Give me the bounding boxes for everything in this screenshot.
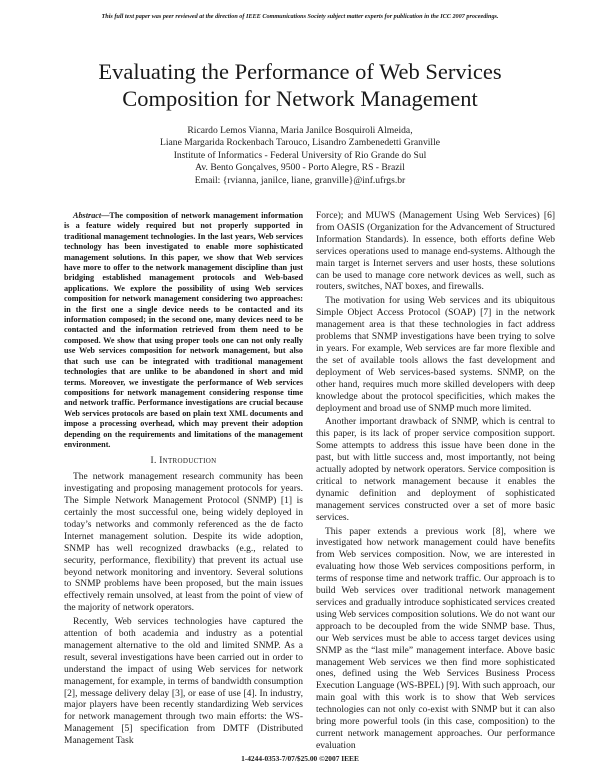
intro-paragraph-2: Recently, Web services technologies have captured the attention of both academia and industry as a potential management alternative to the old and limited SNMP. As a result, several investigations have been carried out in order to understand the impact of using Web services for network management, for example, in terms of bandwidth consumption [2], message delivery delay [3], or ease of use [4]. In industry, major players have been recently standardizing Web services for network management through two main efforts: the WS-Management [5] specification from DMTF (Distributed Management Task (64, 617, 303, 747)
section-heading-introduction (64, 456, 303, 468)
section-number: I. (150, 456, 157, 467)
authors-line-2: Liane Margarida Rockenbach Tarouco, Lisandro Zambenedetti Granville (159, 137, 441, 149)
header-note: This full text paper was peer reviewed at the direction of IEEE Communications Society subject matter experts for publication in the ICC 2007 proceedings. (101, 13, 499, 20)
title-line-2: Composition for Network Management (122, 86, 478, 111)
abstract-label: Abstract (73, 211, 102, 220)
copyright-footer: 1-4244-0353-7/07/$25.00 ©2007 IEEE (241, 754, 359, 763)
abstract (64, 211, 303, 450)
right-paragraph-2: The motivation for using Web services and its ubiquitous Simple Object Access Protocol (SOAP) [7] in the network management area is that these technologies in fact address problems that SNMP investigations have been trying to solve in years. For example, Web services are far more flexible and the set of available tools allows the fast development and deployment of Web services-based systems. SNMP, on the other hand, requires much more skilled developers with deep knowledge about the protocol specificities, which makes the deployment and broad use of SNMP much more limited. (316, 296, 555, 414)
affiliation: Institute of Informatics - Federal University of Rio Grande do Sul (173, 149, 427, 161)
title-line-1: Evaluating the Performance of Web Services (98, 59, 502, 84)
author-block (60, 125, 540, 187)
left-column (64, 211, 303, 748)
authors-line-1: Ricardo Lemos Vianna, Maria Janilce Bosquiroli Almeida, (187, 125, 413, 136)
right-paragraph-3: Another important drawback of SNMP, which is central to this paper, is its lack of proper service composition support. Some attempts to address this issue have been done in the past, but with little success and, most importantly, not being actually adopted by network operators. Service composition is critical to network management because it enables the dynamic definition and deployment of sophisticated management services constructed over a set of more basic services. (316, 417, 555, 523)
abstract-text: —The composition of network management information is a feature widely required but not properly supported in traditional management technologies. In the last years, Web services technology has been investigated to enable more sophisticated management solutions. In this paper, we show that Web services have more to offer to the network management discipline than just bridging established management protocols and Web-based applications. We explore the possibility of using Web services composition for network management considering two approaches: in the first one a single device needs to be contacted and its information composed; in the second one, many devices need to be contacted and the information retrieved from them need to be composed. We show that using proper tools one can not only really use Web services composition for network management, but also that such use can be integrated with traditional management technologies that are unlike to be abandoned in short and mid terms. Moreover, we investigate the performance of Web services compositions for network management considering response time and network traffic. Performance investigations are crucial because Web services protocols are based on plain text XML documents and impose a processing overhead, which may prevent their adoption depending on the requirements and limitations of the management environment. (64, 211, 303, 449)
right-paragraph-4: This paper extends a previous work [8], where we investigated how network management could have benefits from Web services composition. Now, we are interested in evaluating how those Web services compositions perform, in terms of response time and network traffic. Our approach is to build Web services over traditional network management services and gradually introduce sophisticated services created using Web services composition solutions. We do not want our approach to be decoupled from the wide SNMP base. Thus, our Web services must be able to access target devices using SNMP as the “last mile” management interface. Above basic management Web services we then find more sophisticated ones, defined using the Web Services Business Process Execution Language (WS-BPEL) [9]. With such approach, our main goal with this work is to show that Web services technologies can not only co-exist with SNMP but it can also bring more powerful tools (in this case, composition) to the current network management approaches. Our performance evaluation (316, 526, 555, 751)
intro-paragraph-1: The network management research community has been investigating and proposing management protocols for years. The Simple Network Management Protocol (SNMP) [1] is certainly the most successful one, being widely deployed in today’s networks and commonly referenced as the de facto Internet management solution. Despite its wide adoption, SNMP has well recognized drawbacks (e.g., related to security, performance, flexibility) that prevent its actual use beyond network monitoring and inventory. Several solutions to SNMP problems have been proposed, but the main issues effectively remain unsolved, at least from the point of view of the majority of network operators. (64, 472, 303, 614)
address: Av. Bento Gonçalves, 9500 - Porto Alegre, RS - Brazil (195, 162, 405, 174)
right-column (316, 211, 555, 753)
paper-title (40, 58, 560, 112)
right-paragraph-1: Force); and MUWS (Management Using Web Services) [6] from OASIS (Organization for the Advancement of Structured Information Standards). In essence, both efforts define Web services operations used to manage end-systems. Although the main target is Internet servers and user hosts, these solutions can be used to manage core network devices as well, such as routers, switches, NAT boxes, and firewalls. (316, 211, 555, 293)
email: Email: {rvianna, janilce, liane, granville}@inf.ufrgs.br (194, 174, 406, 186)
section-title: Introduction (159, 456, 217, 467)
